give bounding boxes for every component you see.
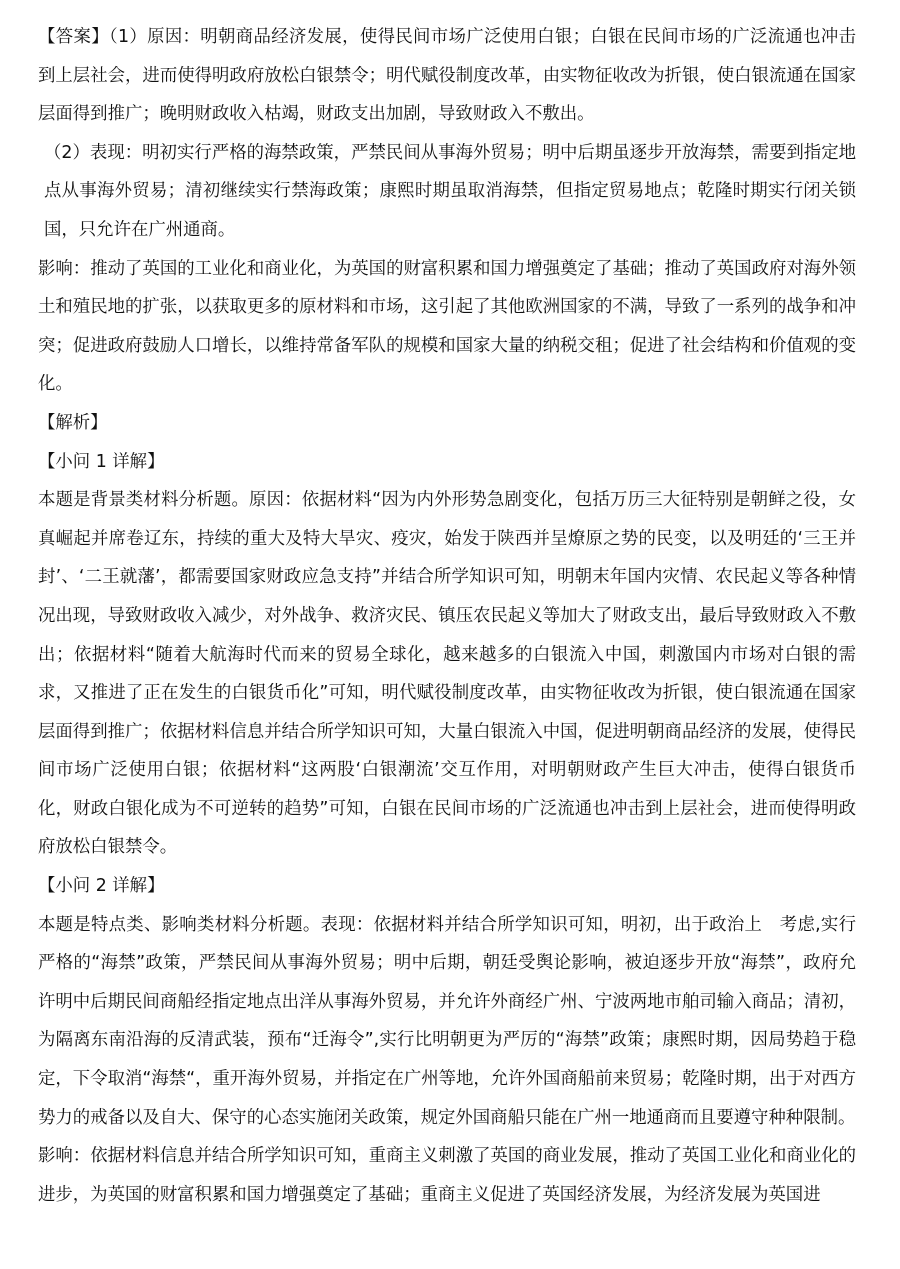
analysis-heading: 【解析】 xyxy=(38,412,108,433)
question-2-heading: 【小问 2 详解】 xyxy=(38,876,165,897)
question-1-explanation: 本题是背景类材料分析题。原因：依据材料“因为内外形势急剧变化，包括万历三大征特别是朝鲜之役，女真崛起并席卷辽东，持续的重大及特大旱灾、疫灾，始发于陕西并呈燎原之势的民变，以及明廷的‘三王并封’、‘二王就藩’，都需要国家财政应急支持”并结合所学知识可知，明朝末年国内灾情、农民起义等各种情况出现，导致财政收入减少，对外战争、救济灾民、镇压农民起义等加大了财政支出，最后导致财政入不敷出；依据材料“随着大航海时代而来的贸易全球化，越来越多的白银流入中国，刺激国内市场对白银的需求，又推进了正在发生的白银货币化”可知，明代赋役制度改革，由实物征收改为折银，使白银流通在国家层面得到推广；依据材料信息并结合所学知识可知，大量白银流入中国，促进明朝商品经济的发展，使得民间市场广泛使用白银；依据材料“这两股‘白银潮流’交互作用，对明朝财政产生巨大冲击，使得白银货币化，财政白银化成为不可逆转的趋势”可知，白银在民间市场的广泛流通也冲击到上层社会，进而使得明政府放松白银禁令。 xyxy=(38,490,856,858)
question-2-explanation: 本题是特点类、影响类材料分析题。表现：依据材料并结合所学知识可知，明初，出于政治上 考虑,实行严格的“海禁”政策，严禁民间从事海外贸易；明中后期，朝廷受舆论影响，被迫逐步开放“海禁”，政府允许明中后期民间商船经指定地点出洋从事海外贸易，并允许外商经广州、宁波两地市舶司输入商品；清初，为隔离东南沿海的反清武装，预布“迁海令”,实行比明朝更为严厉的“海禁”政策；康熙时期，因局势趋于稳定，下令取消“海禁“，重开海外贸易，并指定在广州等地，允许外国商船前来贸易；乾隆时期，出于对西方势力的戒备以及自大、保守的心态实施闭关政策，规定外国商船只能在广州一地通商而且要遵守种种限制。 xyxy=(38,914,856,1128)
answer-paragraph-2: （2）表现：明初实行严格的海禁政策，严禁民间从事海外贸易；明中后期虽逐步开放海禁，需要到指定地点从事海外贸易；清初继续实行禁海政策；康熙时期虽取消海禁，但指定贸易地点；乾隆时期实行闭关锁国，只允许在广州通商。 xyxy=(44,142,856,240)
question-2-impact: 影响：依据材料信息并结合所学知识可知，重商主义刺激了英国的商业发展，推动了英国工业化和商业化的进步，为英国的财富积累和国力增强奠定了基础；重商主义促进了英国经济发展，为经济发展为英国进 xyxy=(38,1146,856,1205)
answer-paragraph-1: 【答案】（1）原因：明朝商品经济发展，使得民间市场广泛使用白银；白银在民间市场的广泛流通也冲击到上层社会，进而使得明政府放松白银禁令；明代赋役制度改革，由实物征收改为折银，使白银流通在国家层面得到推广；晚明财政收入枯竭，财政支出加剧，导致财政入不敷出。 xyxy=(38,27,856,125)
impact-paragraph: 影响：推动了英国的工业化和商业化，为英国的财富积累和国力增强奠定了基础；推动了英国政府对海外领土和殖民地的扩张，以获取更多的原材料和市场，这引起了其他欧洲国家的不满，导致了一系列的战争和冲突；促进政府鼓励人口增长，以维持常备军队的规模和国家大量的纳税交租；促进了社会结构和价值观的变化。 xyxy=(38,258,856,395)
question-1-heading: 【小问 1 详解】 xyxy=(38,451,165,472)
